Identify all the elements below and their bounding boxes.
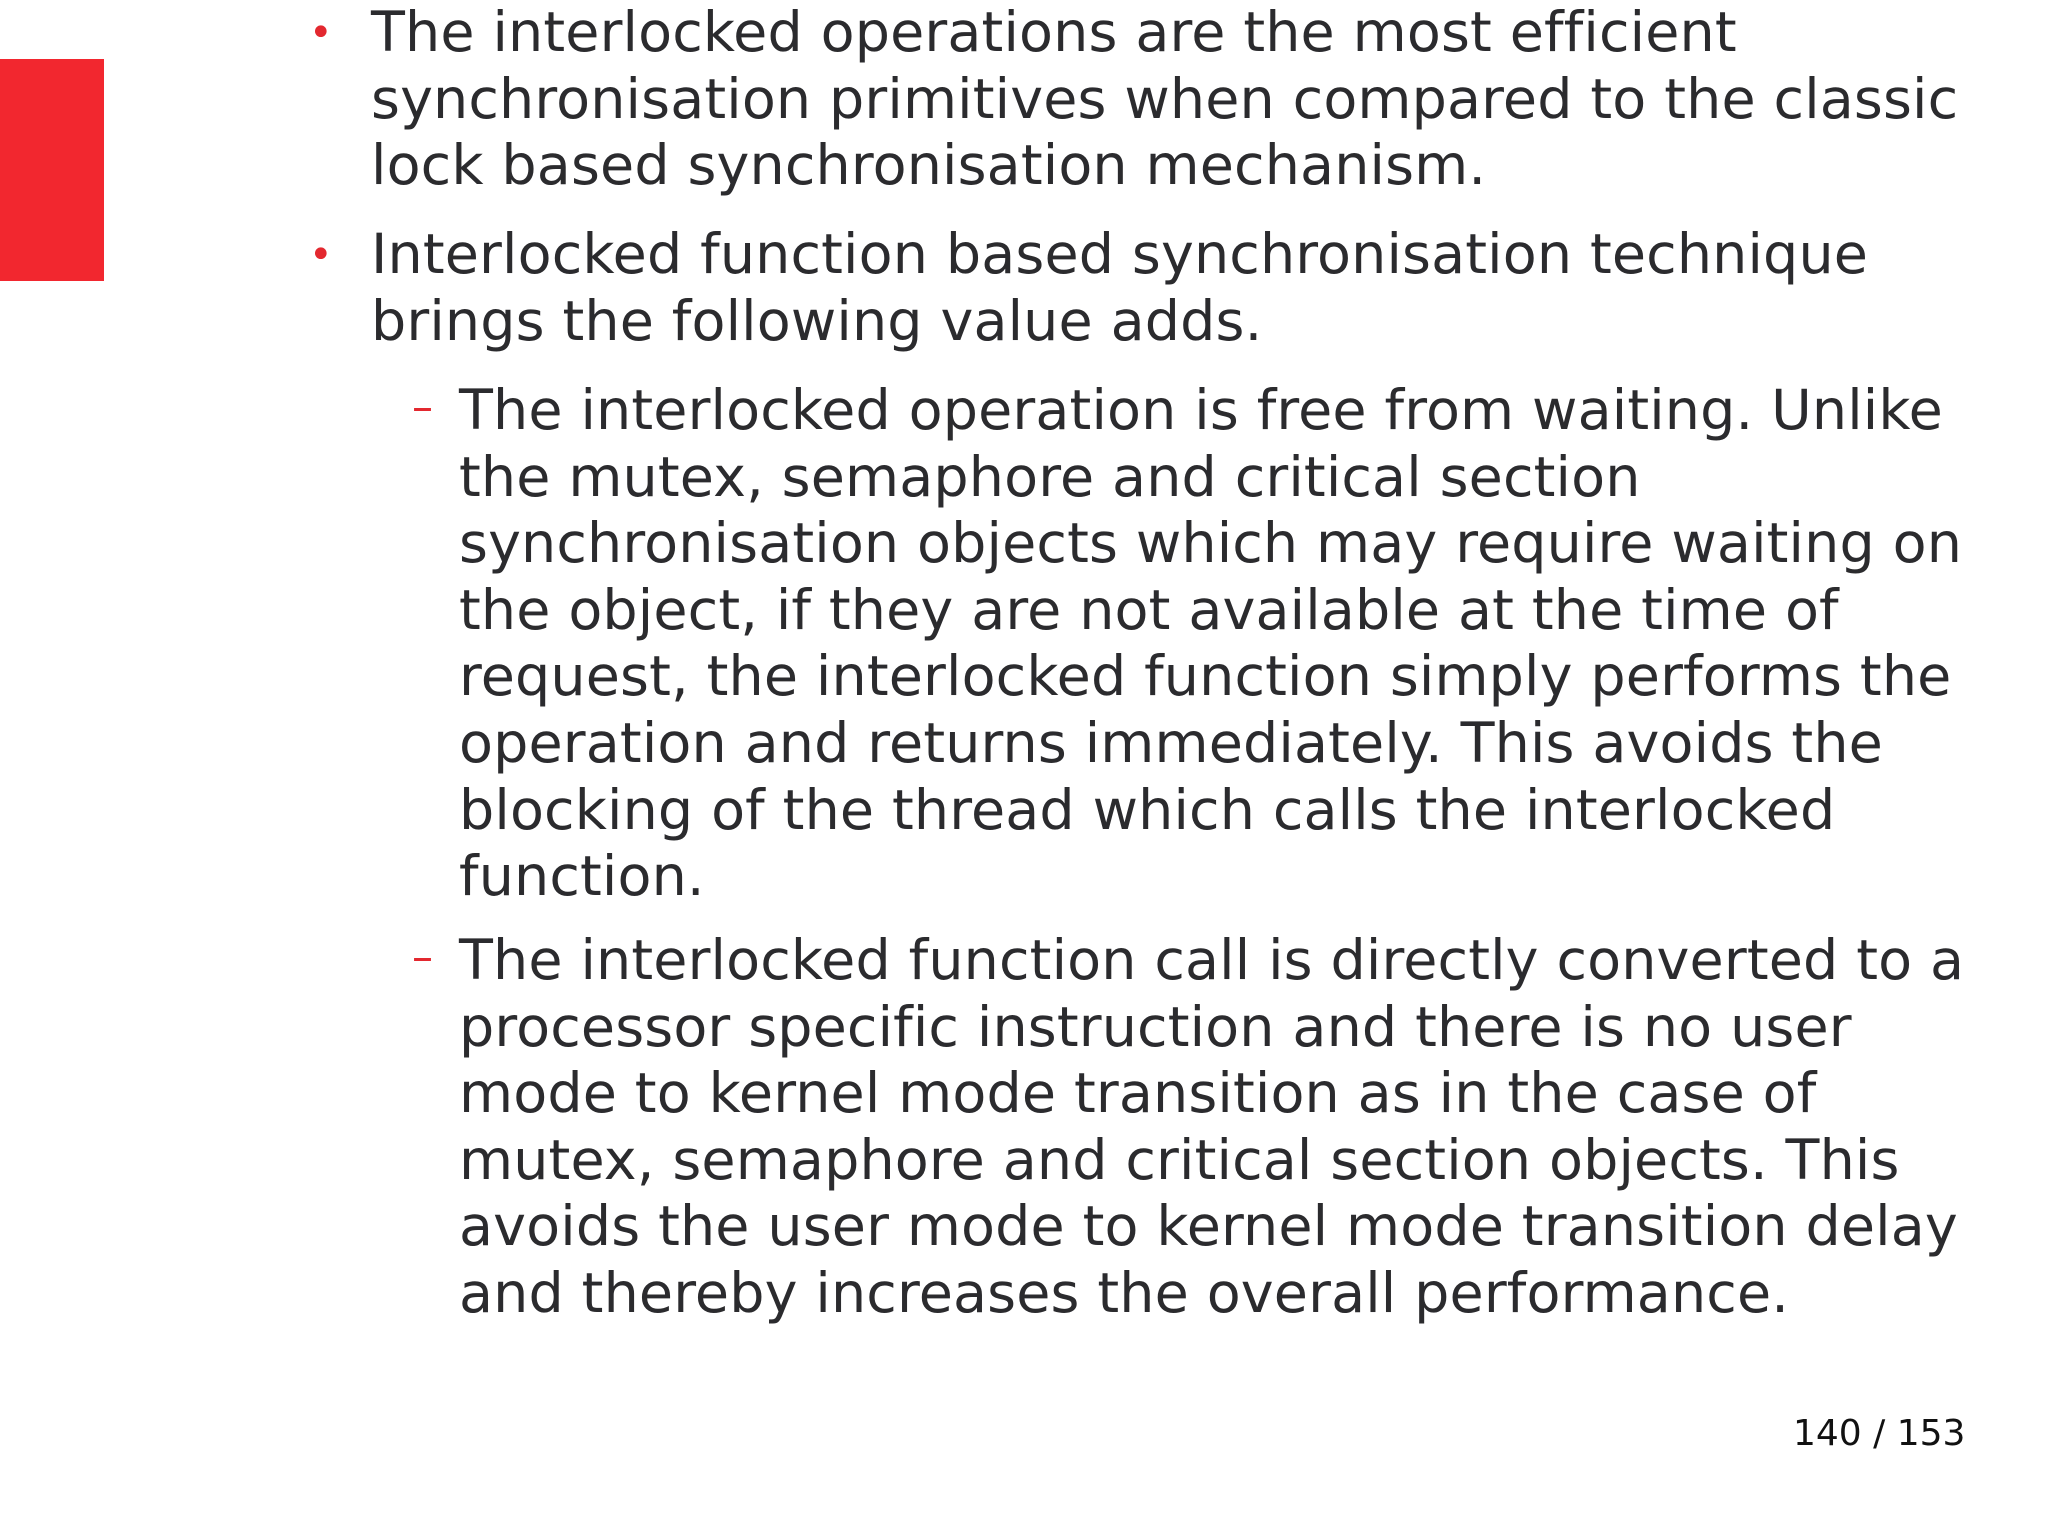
- text-line: and thereby increases the overall performance.: [459, 1260, 1790, 1326]
- bullet-text: [371, 222, 2048, 355]
- text-line: Interlocked function based synchronisation technique: [371, 222, 1869, 287]
- text-line: synchronisation objects which may require waiting on: [459, 511, 1963, 577]
- text-line: processor specific instruction and there is no user: [459, 994, 1852, 1060]
- page-number: 140 / 153: [1793, 1413, 1966, 1454]
- dash-icon: –: [412, 382, 433, 431]
- text-line: The interlocked function call is directly converted to a: [459, 928, 1965, 993]
- text-line: The interlocked operations are the most efficient: [371, 0, 1737, 65]
- text-line: the object, if they are not available at the time of: [459, 577, 1839, 643]
- text-line: blocking of the thread which calls the interlocked: [459, 777, 1836, 843]
- text-line: the mutex, semaphore and critical section: [459, 444, 1641, 510]
- text-line: brings the following value adds.: [371, 288, 1263, 354]
- sub-bullet-text: [459, 378, 2048, 911]
- text-line: lock based synchronisation mechanism.: [371, 133, 1487, 199]
- text-line: operation and returns immediately. This avoids the: [459, 710, 1883, 776]
- accent-bar: [0, 59, 104, 281]
- dash-icon: –: [412, 932, 433, 981]
- text-line: function.: [459, 844, 705, 910]
- text-line: synchronisation primitives when compared to the classic: [371, 66, 1959, 132]
- text-line: mode to kernel mode transition as in the case of: [459, 1061, 1817, 1127]
- text-line: avoids the user mode to kernel mode transition delay: [459, 1194, 1958, 1260]
- sub-bullet-text: [459, 928, 2048, 1328]
- bullet-dot-icon: •: [309, 10, 333, 56]
- text-line: request, the interlocked function simply performs the: [459, 644, 1952, 710]
- bullet-text: [371, 0, 2048, 200]
- text-line: mutex, semaphore and critical section objects. This: [459, 1127, 1900, 1193]
- bullet-dot-icon: •: [309, 232, 333, 278]
- text-line: The interlocked operation is free from waiting. Unlike: [459, 378, 1943, 443]
